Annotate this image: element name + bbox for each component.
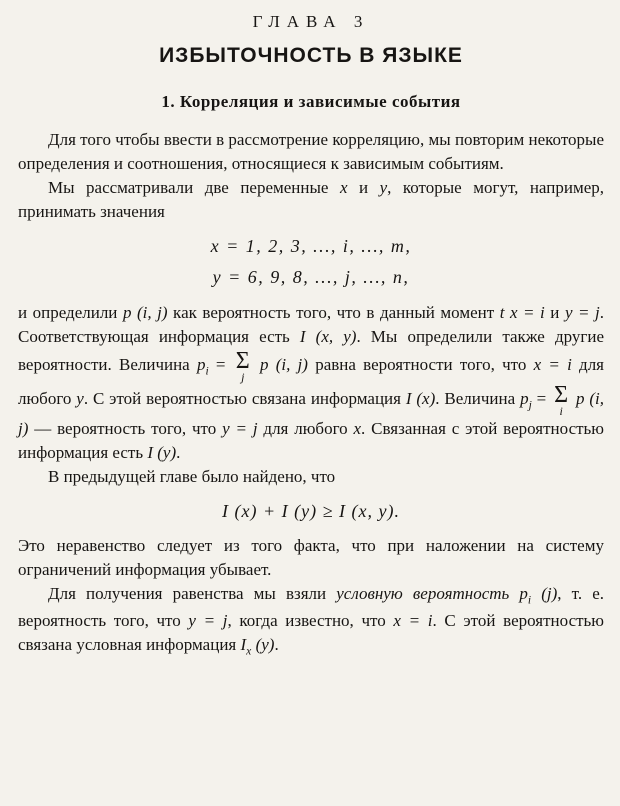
emphasis-run: условную вероятность [336, 584, 520, 604]
text-run: Это неравенство следует из того факта, что при наложении на систему ограничений информация убывает. [18, 536, 604, 580]
sum-limit: i [559, 403, 563, 418]
math-var-t: t [499, 302, 505, 322]
math-subscript: i [205, 364, 209, 378]
section-heading: 1. Корреляция и зависимые события [161, 92, 461, 111]
summation-operator [236, 349, 250, 383]
text-run: и определили [18, 302, 123, 322]
math-run: y = j [222, 418, 258, 438]
text-run: . Величина [435, 388, 521, 408]
paragraph-previous-chapter [18, 465, 604, 489]
paragraph-probabilities [18, 301, 604, 466]
text-run: . С этой вероятностью связана информация [83, 388, 406, 408]
math-run: y = j [564, 302, 600, 322]
paragraph-inequality-note [18, 534, 604, 582]
math-var: p [520, 388, 529, 408]
math-run: x = i [533, 354, 572, 374]
math-run: (y) [251, 635, 275, 655]
math-run: I (x, y) [299, 326, 357, 346]
math-var-x: x [339, 178, 348, 198]
text-run: Для получения равенства мы взяли [48, 584, 337, 604]
paragraph-variables [18, 176, 604, 224]
math-run: p (i, j) [18, 388, 605, 438]
equals-sign: = [208, 354, 233, 374]
text-run: , когда известно, что [227, 611, 394, 631]
math-var-y: y [379, 178, 388, 198]
math-var: p [519, 584, 528, 604]
text-run: . Связанная с этой вероятностью информация есть [18, 418, 604, 462]
math-run: p (i, j) [252, 354, 308, 374]
text-run: и [544, 302, 565, 322]
paragraph-intro [18, 128, 604, 176]
text-run: В предыдущей главе было найдено, что [48, 467, 336, 486]
math-run: p (i, j) [122, 302, 168, 322]
text-run: Для того чтобы ввести в рассмотрение корреляцию, мы повторим некоторые определения и соотношения, относящиеся к зависимым событиям. [18, 130, 604, 174]
text-run: . [274, 635, 279, 655]
text-run: Мы рассматривали две переменные [48, 178, 340, 198]
text-run: — вероятность того, что [28, 418, 223, 438]
text-run: равна вероятности того, что [307, 354, 534, 374]
chapter-heading: ГЛАВА 3 [252, 12, 370, 31]
inline-formula-I-x-y [240, 635, 275, 658]
math-run: y = j [188, 611, 228, 631]
math-subscript: i [527, 593, 532, 607]
math-var: p [196, 354, 206, 374]
text-run: . С этой вероятностью связана условная информация [18, 611, 604, 655]
math-run: x = i [509, 302, 545, 322]
text-run: для любого [18, 354, 604, 408]
math-run: y [76, 388, 84, 408]
text-run: и [347, 178, 380, 198]
equation-x-values: x = 1, 2, 3, …, i, …, m, [210, 235, 412, 256]
math-run: I (y) [147, 442, 177, 462]
text-run: . Мы определили также другие вероятности. Величина [18, 326, 604, 374]
paragraph-conditional [18, 582, 604, 660]
equals-sign: = [531, 388, 552, 408]
page-title: ИЗБЫТОЧНОСТЬ В ЯЗЫКЕ [159, 44, 463, 67]
inline-formula-p-i [196, 347, 308, 384]
math-subscript: x [246, 644, 252, 658]
math-run: (j) [531, 584, 558, 604]
equation-y-values: y = 6, 9, 8, …, j, …, n, [212, 266, 410, 287]
text-run: как вероятность того, что в данный момент [167, 302, 500, 322]
text-run: , т. е. вероятность того, что [18, 584, 604, 631]
sigma-icon: Σ [554, 381, 569, 408]
display-equations [18, 233, 604, 291]
math-subscript: j [528, 398, 532, 412]
sigma-icon: Σ [235, 347, 250, 374]
math-run: x [353, 418, 362, 438]
text-run: , которые могут, например, принимать значения [18, 178, 604, 222]
math-run: x = i [393, 611, 433, 631]
math-var: I [240, 635, 247, 655]
summation-operator [554, 383, 568, 417]
text-run: . [176, 442, 181, 462]
text-run: для любого [257, 418, 354, 438]
inline-formula-p-i-j [519, 584, 558, 607]
sum-limit: j [241, 369, 245, 384]
math-run: I (x) [405, 388, 436, 408]
inequality-equation: I (x) + I (y) ≥ I (x, y). [222, 501, 400, 522]
text-run: . Соответствующая информация есть [18, 302, 604, 346]
